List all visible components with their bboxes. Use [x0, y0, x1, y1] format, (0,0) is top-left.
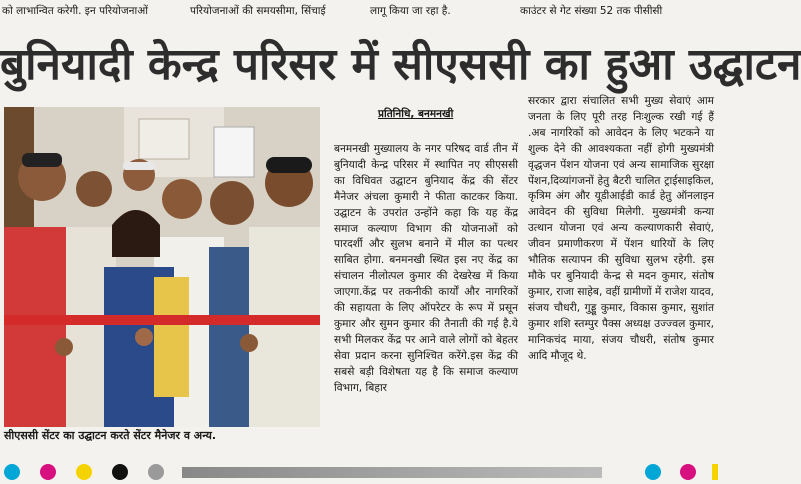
- byline: प्रतिनिधि, बनमनखी: [378, 108, 454, 120]
- black-dot: [112, 464, 128, 480]
- print-registration-bar: [0, 458, 718, 484]
- article-column-2: सरकार द्वारा संचालित सभी मुख्य सेवाएं आम जनता के लिए पूरी तरह निःशुल्क रखी गई हैं .अब नागरिकों को आवेदन के लिए भटकने या शुल्क देने की आवश्यकता नहीं होगी मुख्यमंत्री वृद्धजन पेंशन योजना एवं अन्य सामाजिक सुरक्षा पेंशन,दिव्यांगजनों हेतु बैटरी चालित ट्राईसाइकिल, कृत्रिम अंग और यूडीआईडी कार्ड हेतु ऑनलाइन आवेदन की सुविधा मिलेगी. मुख्यमंत्री कन्या उत्थान योजना एवं अन्य कल्याणकारी सेवाएं, जीवन प्रमाणीकरण में पेंशन धारियों के लिए भौतिक सत्यापन की सुविधा सुलभ रहेगी. इस मौके पर बुनियादी केन्द्र से मदन कुमार, संतोष कुमार, राजा साहेब, वहीं ग्रामीणों में राजेश यादव, संजय चौधरी, गुड्डू कुमार, विकास कुमार, सुशांत कुमार शशि स्तम्पुर पैक्स अध्यक्ष उज्ज्वल कुमार, मानिकचंद माया, संजय चौधरी, संतोष कुमार आदि मौजूद थे.: [528, 95, 714, 362]
- top-strip-text-1: को लाभान्वित करेगी. इन परियोजनाओं: [2, 5, 148, 17]
- top-strip-text-4: काउंटर से गेट संख्या 52 तक पीसीसी: [520, 5, 663, 17]
- top-strip-text-2: परियोजनाओं की समयसीमा, सिंचाई: [190, 5, 326, 17]
- magenta-dot: [40, 464, 56, 480]
- gray-bar: [182, 467, 602, 478]
- headline: बुनियादी केन्द्र परिसर में सीएससी का हुआ उद्घाटन: [0, 39, 801, 90]
- magenta-dot-right: [680, 464, 696, 480]
- yellow-dot: [76, 464, 92, 480]
- article-column-1: बनमनखी मुख्यालय के नगर परिषद वार्ड तीन में बुनियादी केन्द्र परिसर में स्थापित नए सीएससी का विधिवत उद्घाटन बुनियाद केंद्र की सेंटर मैनेजर अंचला कुमारी ने फीता काटकर किया. उद्घाटन के उपरांत उन्होंने कहा कि यह केंद्र समाज कल्याण विभाग की योजनाओं को पारदर्शी और सुलभ बनाने में मील का पत्थर साबित होगा. बनमनखी स्थित इस नए केंद्र का संचालन नीलोत्पल कुमार की देखरेख में किया जाएगा.केंद्र पर तकनीकी कार्यों और नागरिकों की सहायता के लिए ऑपरेटर के रूप में प्रसून कुमार और सुमन कुमार की तैनाती की गई है.ये सभी मिलकर केंद्र पर आने वाले लोगों को बेहतर सेवा प्रदान करना सुनिश्चित करेंगे.इस केंद्र की सबसे बड़ी विशेषता यह है कि समाज कल्याण विभाग, बिहार: [334, 143, 518, 394]
- yellow-dot-right: [712, 464, 718, 480]
- photo-caption: सीएससी सेंटर का उद्घाटन करते सेंटर मैनेजर व अन्य.: [4, 429, 217, 442]
- cyan-dot: [4, 464, 20, 480]
- photo-illustration: [4, 107, 320, 425]
- gray-dot: [148, 464, 164, 480]
- news-photo: [4, 107, 320, 425]
- top-strip-text-3: लागू किया जा रहा है.: [370, 5, 451, 17]
- top-strip: [0, 0, 718, 22]
- cyan-dot-right: [645, 464, 661, 480]
